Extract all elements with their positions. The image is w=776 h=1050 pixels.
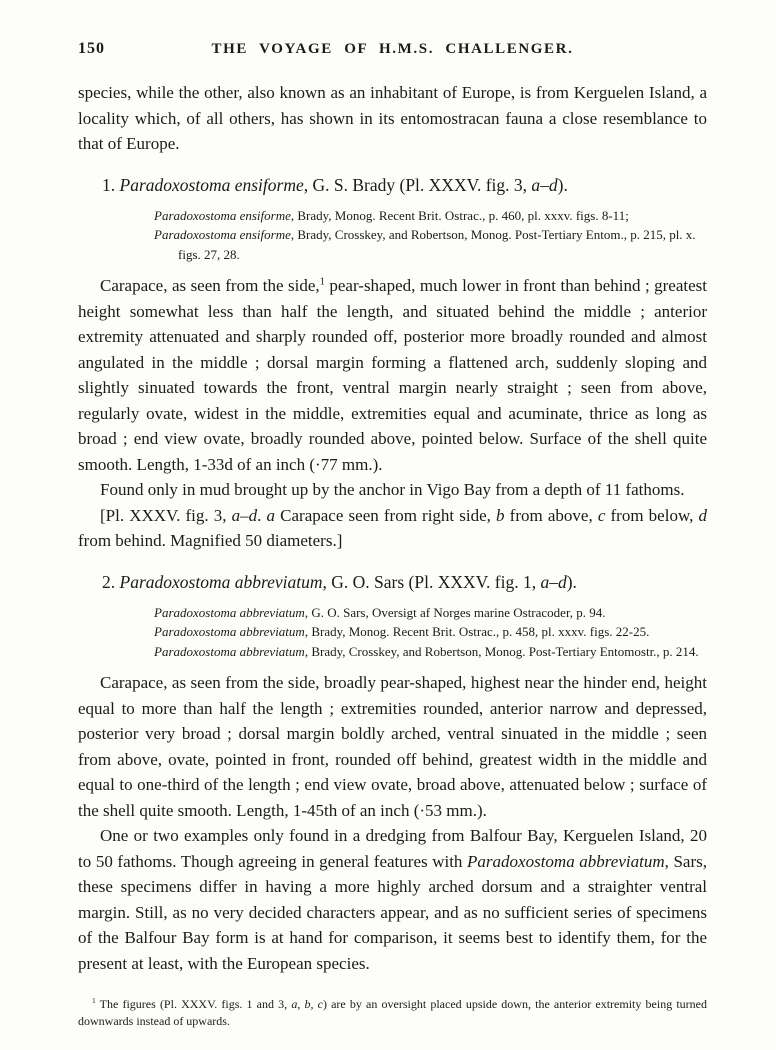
remarks-paragraph-2: One or two examples only found in a dredging from Balfour Bay, Kerguelen Island, 20 to 50 fathoms. Though agreeing in general features with Paradoxostoma abbreviatum, Sars, these specimens differ in having a more highly arched dorsum and a straighter ventral margin. Still, as no very decided characters appear, and as no sufficient series of specimens of the Balfour Bay form is at hand for comparison, it seems best to identify them, for the present at least, with the European species. (78, 826, 708, 973)
intro-continuation-paragraph: species, while the other, also known as an inhabitant of Europe, is from Kerguelen Island, a locality which, of all others, has shown in its entomostracan fauna a close resemblance to that of Europe. (78, 83, 707, 153)
plate-explanation-paragraph-1: [Pl. XXXV. fig. 3, a–d. a Carapace seen from right side, b from above, c from below, d from behind. Magnified 50 diameters.] (78, 505, 707, 550)
citation-entry: Paradoxostoma ensiforme, Brady, Crosskey, and Robertson, Monog. Post-Tertiary Entom., p. 215, pl. x. figs. 27, 28. (154, 227, 696, 262)
synonymy-list-2 (78, 603, 707, 662)
page-header (78, 40, 707, 58)
citation-entry: Paradoxostoma abbreviatum, Brady, Crosskey, and Robertson, Monog. Post-Tertiary Entomostr., p. 214. (154, 643, 699, 659)
running-title: THE VOYAGE OF H.M.S. CHALLENGER. (211, 41, 574, 57)
citation-entry: Paradoxostoma abbreviatum, Brady, Monog. Recent Brit. Ostrac., p. 458, pl. xxxv. figs. 22-25. (154, 624, 650, 639)
citation-entry: Paradoxostoma abbreviatum, G. O. Sars, Oversigt af Norges marine Ostracoder, p. 94. (154, 604, 606, 620)
citation-entry: Paradoxostoma ensiforme, Brady, Monog. Recent Brit. Ostrac., p. 460, pl. xxxv. figs. 8-11; (154, 207, 629, 223)
species-heading-2: 2. Paradoxostoma abbreviatum, G. O. Sars (Pl. XXXV. fig. 1, a–d). (102, 571, 577, 592)
page-number: 150 (78, 40, 105, 57)
footnote: $^1$ The figures (Pl. XXXV. figs. 1 and 3, a, b, c) are by an oversight placed upside down, the anterior extremity being turned downwards instead of upwards. (78, 996, 708, 1028)
species-heading-1: 1. Paradoxostoma ensiforme, G. S. Brady (Pl. XXXV. fig. 3, a–d). (102, 174, 568, 195)
description-paragraph-2: Carapace, as seen from the side, broadly pear-shaped, highest near the hinder end, height equal to more than half the length ; extremities rounded, anterior narrow and depressed, posterior very broad ; dorsal margin boldly arched, ventral sinuated in the middle ; seen from above, ovate, pointed in front, rounded off behind, greatest width in the middle and equal to one-third of the length ; end view ovate, broad above, attenuated below ; surface of the shell quite smooth. Length, 1-45th of an inch (·53 mm.). (78, 673, 707, 820)
description-paragraph-1: Carapace, as seen from the side,$^1$ pear-shaped, much lower in front than behind ; greatest height somewhat less than half the length, and situated behind the middle ; anterior extremity attenuated and sharply rounded off, posterior more broadly rounded and almost angulated in the middle ; dorsal margin forming a flattened arch, suddenly sloping and slightly sinuated towards the front, ventral margin nearly straight ; seen from above, regularly ovate, widest in the middle, extremities equal and acuminate, thrice as long as broad ; end view ovate, broadly rounded above, pointed below. Surface of the shell quite smooth. Length, 1-33d of an inch (·77 mm.). (78, 276, 707, 474)
locality-paragraph-1: Found only in mud brought up by the anchor in Vigo Bay from a depth of 11 fathoms. (100, 480, 685, 499)
synonymy-list-1 (78, 206, 707, 265)
